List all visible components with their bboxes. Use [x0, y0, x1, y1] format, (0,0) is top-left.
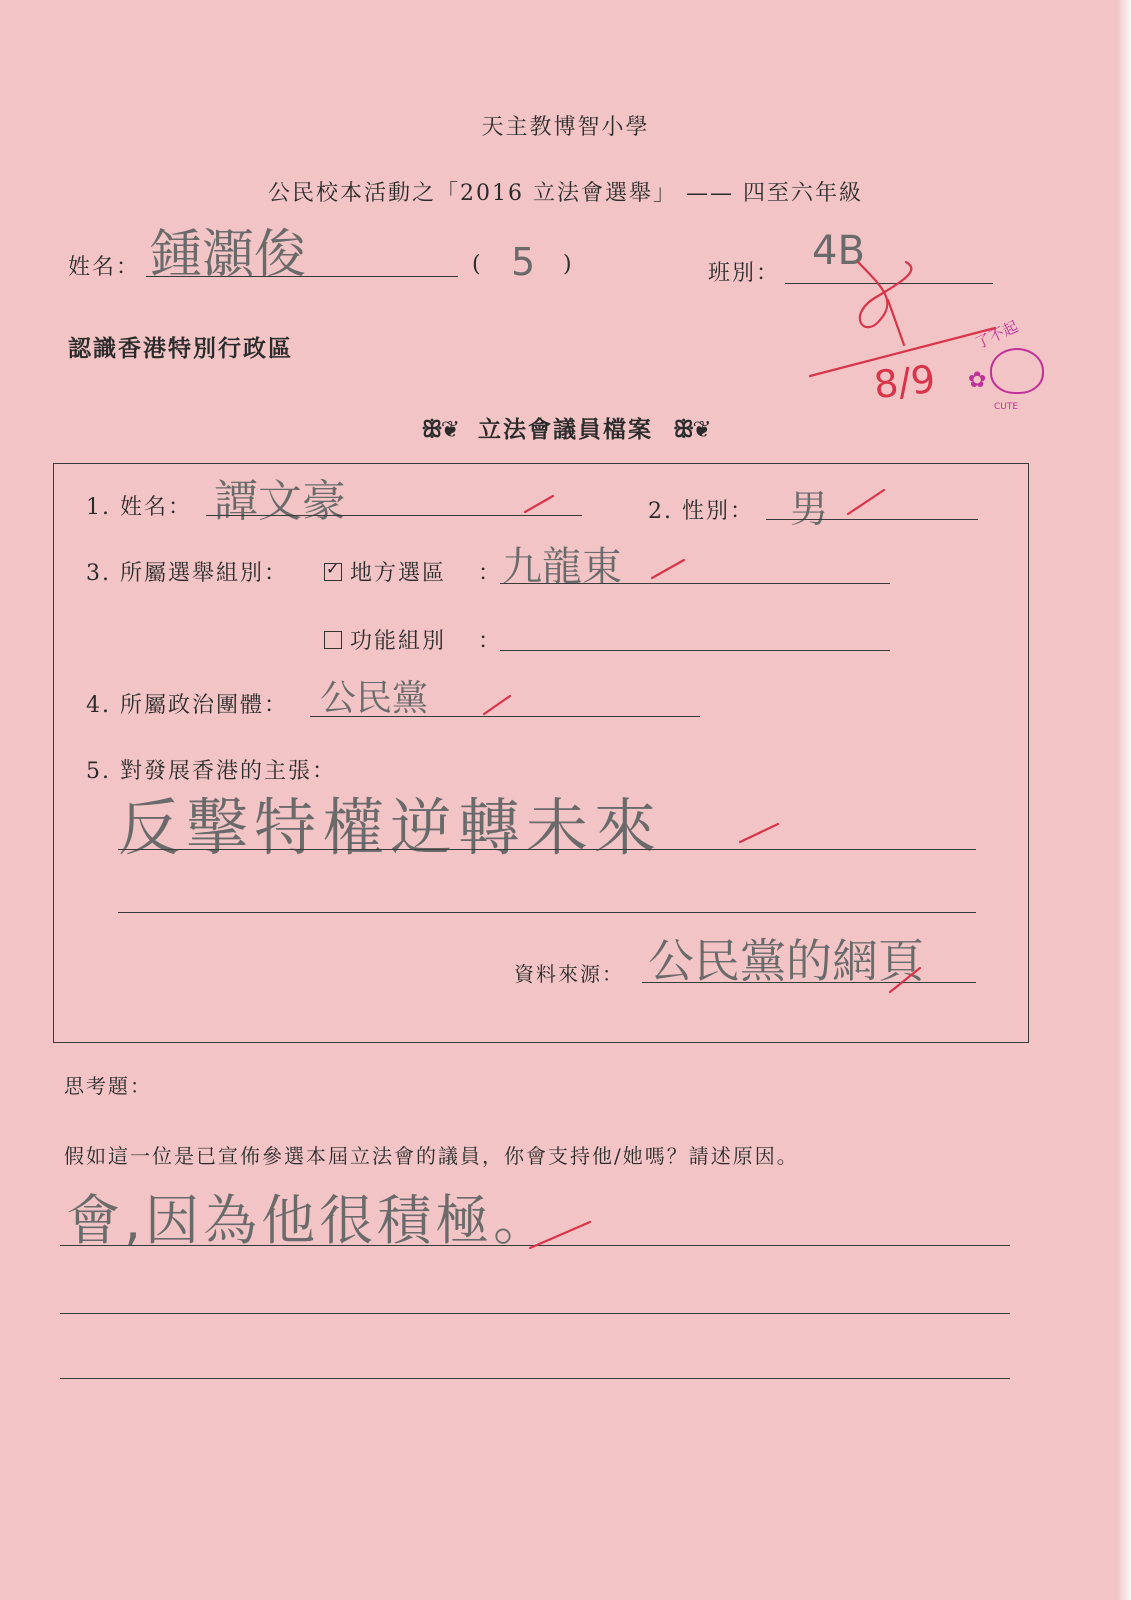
party-value: 公民黨	[320, 678, 429, 719]
func-line	[500, 650, 890, 651]
reflection-question: 假如這一位是已宣佈參選本屆立法會的議員，你會支持他/她嗎？請述原因。	[64, 1144, 799, 1168]
func-checkbox[interactable]	[324, 631, 342, 649]
student-name-value: 鍾灝俊	[150, 225, 307, 285]
reflection-answer: 會,因為他很積極。	[66, 1189, 552, 1252]
ornament-right-icon: ꕥ❦	[673, 417, 710, 443]
reflection-heading: 思考題：	[64, 1074, 152, 1098]
geo-option-label: 地方選區	[350, 561, 447, 586]
stamp-face-icon	[990, 348, 1044, 394]
geo-checkbox[interactable]	[324, 563, 342, 581]
party-label: 4. 所屬政治團體：	[86, 693, 288, 718]
geo-option	[324, 556, 446, 587]
praise-stamp	[962, 317, 1054, 414]
signature-scribble	[858, 262, 911, 327]
mp-name-value: 譚文豪	[214, 476, 346, 527]
student-number-open: (	[472, 252, 483, 277]
mp-name-label: 1. 姓名：	[86, 495, 192, 520]
source-value: 公民黨的網頁	[648, 934, 924, 988]
mp-gender-line	[766, 519, 978, 520]
answer-line-3	[60, 1378, 1010, 1379]
stamp-sub: CUTE	[994, 402, 1019, 412]
class-value: 4B	[812, 228, 865, 274]
platform-label: 5. 對發展香港的主張：	[86, 759, 336, 784]
section-title: 認識香港特別行政區	[68, 336, 293, 362]
student-number-value: 5	[511, 240, 536, 284]
func-colon: ：	[478, 629, 503, 654]
stamp-text: 了不起	[972, 317, 1021, 353]
student-name-label: 姓名：	[68, 255, 141, 280]
signature-tail	[888, 300, 904, 345]
constituency-label: 3. 所屬選舉組別：	[86, 561, 288, 586]
activity-title: 公民校本活動之「2016 立法會選舉」 —— 四至六年級	[268, 181, 863, 206]
func-option-label: 功能組別	[350, 629, 447, 654]
party-line	[310, 716, 700, 717]
mp-gender-label: 2. 性別：	[648, 499, 754, 524]
mp-gender-value: 男	[790, 487, 829, 531]
grading-date: 8/9	[871, 356, 938, 408]
school-name: 天主教博智小學	[481, 115, 650, 140]
source-label: 資料來源：	[514, 962, 624, 986]
answer-line-2	[60, 1313, 1010, 1314]
class-line	[785, 283, 993, 284]
func-option	[324, 624, 446, 655]
profile-title: 立法會議員檔案	[478, 417, 653, 443]
mp-name-line	[206, 515, 582, 516]
platform-line-2	[118, 912, 976, 913]
class-label: 班別：	[708, 261, 781, 286]
source-line	[642, 982, 976, 983]
student-number-close: )	[563, 252, 574, 277]
geo-value: 九龍東	[502, 544, 622, 590]
answer-line-1	[60, 1245, 1010, 1246]
profile-title-row	[0, 411, 1131, 444]
platform-value: 反擊特權逆轉未來	[118, 791, 663, 864]
geo-line	[500, 583, 890, 584]
ornament-left-icon: ꕥ❦	[421, 417, 458, 443]
platform-line-1	[118, 849, 976, 850]
student-name-line	[146, 276, 458, 277]
stamp-flower-icon: ✿	[968, 368, 987, 393]
geo-colon: ：	[478, 561, 503, 586]
